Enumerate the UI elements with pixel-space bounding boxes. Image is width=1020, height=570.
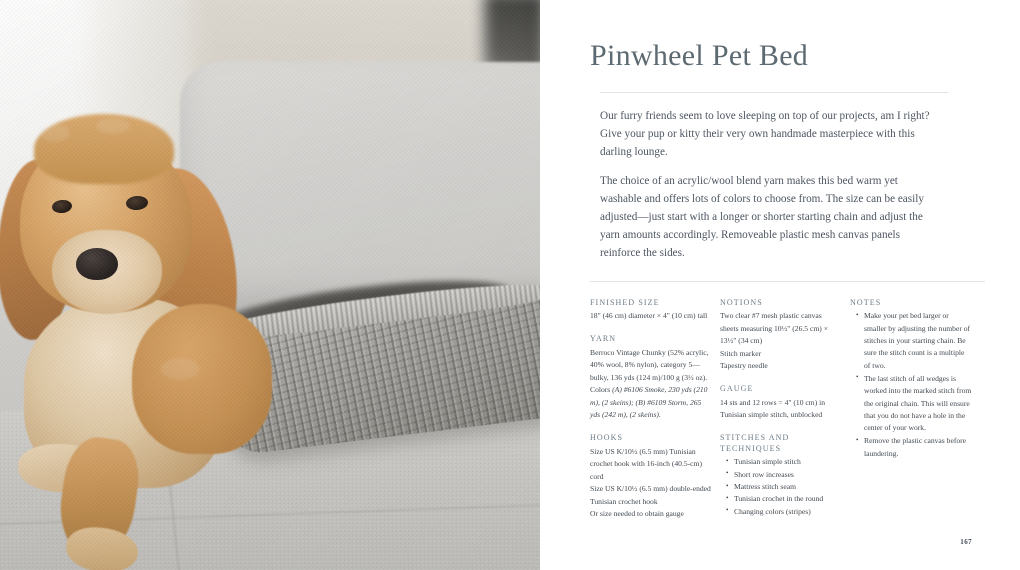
- dog-shoulder: [132, 304, 272, 454]
- list-item: • Tunisian crochet in the round: [728, 493, 842, 505]
- dog-fur-curl: [96, 118, 130, 134]
- list-item: • Make your pet bed larger or smaller by adjusting the number of stitches in your starting chain. Be sure the stitch count is a multiple of two.: [858, 310, 972, 371]
- notions-line-1: Two clear #7 mesh plastic canvas sheets measuring 10½" (26.5 cm) × 13½" (34 cm): [720, 311, 828, 346]
- page-title: Pinwheel Pet Bed: [590, 39, 809, 72]
- specs-column-2: [720, 298, 842, 521]
- hooks-line-3: Or size needed to obtain gauge: [590, 509, 684, 519]
- notions-line-2: Stitch marker: [720, 348, 762, 358]
- list-item: • Short row increases: [728, 469, 842, 481]
- intro-paragraph-2: The choice of an acrylic/wool blend yarn makes this bed warm yet washable and offers lots of colors to choose from. The size can be easily adjusted—just start with a longer or shorter starting chain and adjust the yarn amounts accordingly. Removeable plastic mesh canvas panels reinforce the sides.: [600, 174, 924, 260]
- notions-heading: NOTIONS: [720, 297, 763, 307]
- notes-list: [850, 310, 972, 460]
- finished-size-text: 18" (46 cm) diameter × 4" (10 cm) tall: [590, 311, 708, 321]
- hooks-line-2: Size US K/10½ (6.5 mm) double-ended Tunisian crochet hook: [590, 484, 711, 506]
- intro-paragraph-1: Our furry friends seem to love sleeping on top of our projects, am I right? Give your pup or kitty their very own handmade masterpiece with this darling lounge.: [600, 109, 930, 158]
- dog-fur-curl: [40, 124, 70, 142]
- dog-fur-curl: [160, 358, 200, 380]
- text-page: [540, 0, 1020, 570]
- specs-columns: [590, 298, 985, 521]
- specs-divider: [590, 281, 985, 282]
- specs-column-3: [850, 298, 972, 521]
- title-divider: [600, 92, 948, 93]
- yarn-colors-italic: (A) #6106 Smoke, 230 yds (210 m), (2 skeins); (B) #6109 Storm, 265 yds (242 m), (2 skeins).: [590, 385, 708, 420]
- dog-nose: [76, 248, 118, 280]
- dog: [0, 108, 300, 528]
- list-item: • Mattress stitch seam: [728, 481, 842, 493]
- stitches-heading: STITCHES AND TECHNIQUES: [720, 432, 790, 453]
- yarn-heading: YARN: [590, 333, 617, 343]
- yarn-text-plain: Berroco Vintage Chunky (52% acrylic, 40% wool, 8% nylon), category 5—bulky, 136 yds (124 m)/100 g (3½ oz). Colors: [590, 347, 709, 395]
- list-item: • Remove the plastic canvas before laundering.: [858, 435, 972, 460]
- finished-size-heading: FINISHED SIZE: [590, 297, 660, 307]
- stitches-list: [720, 456, 842, 517]
- specs-column-1: [590, 298, 712, 521]
- yarn-text: [590, 347, 712, 422]
- list-item: • The last stitch of all wedges is worked into the marked stitch from the original chain. This will ensure that you do not have a hole in the center of your work.: [858, 373, 972, 434]
- notions-line-3: Tapestry needle: [720, 361, 768, 371]
- list-item: • Changing colors (stripes): [728, 506, 842, 518]
- list-item: • Tunisian simple stitch: [728, 456, 842, 468]
- page-number: 167: [960, 538, 972, 546]
- gauge-text: 14 sts and 12 rows = 4" (10 cm) in Tunisian simple stitch, unblocked: [720, 397, 826, 420]
- page-content: [590, 40, 985, 521]
- hooks-heading: HOOKS: [590, 432, 624, 442]
- notes-heading: NOTES: [850, 297, 882, 307]
- hooks-line-1: Size US K/10½ (6.5 mm) Tunisian crochet hook with 16-inch (40.5-cm) cord: [590, 446, 702, 481]
- gauge-heading: GAUGE: [720, 384, 754, 393]
